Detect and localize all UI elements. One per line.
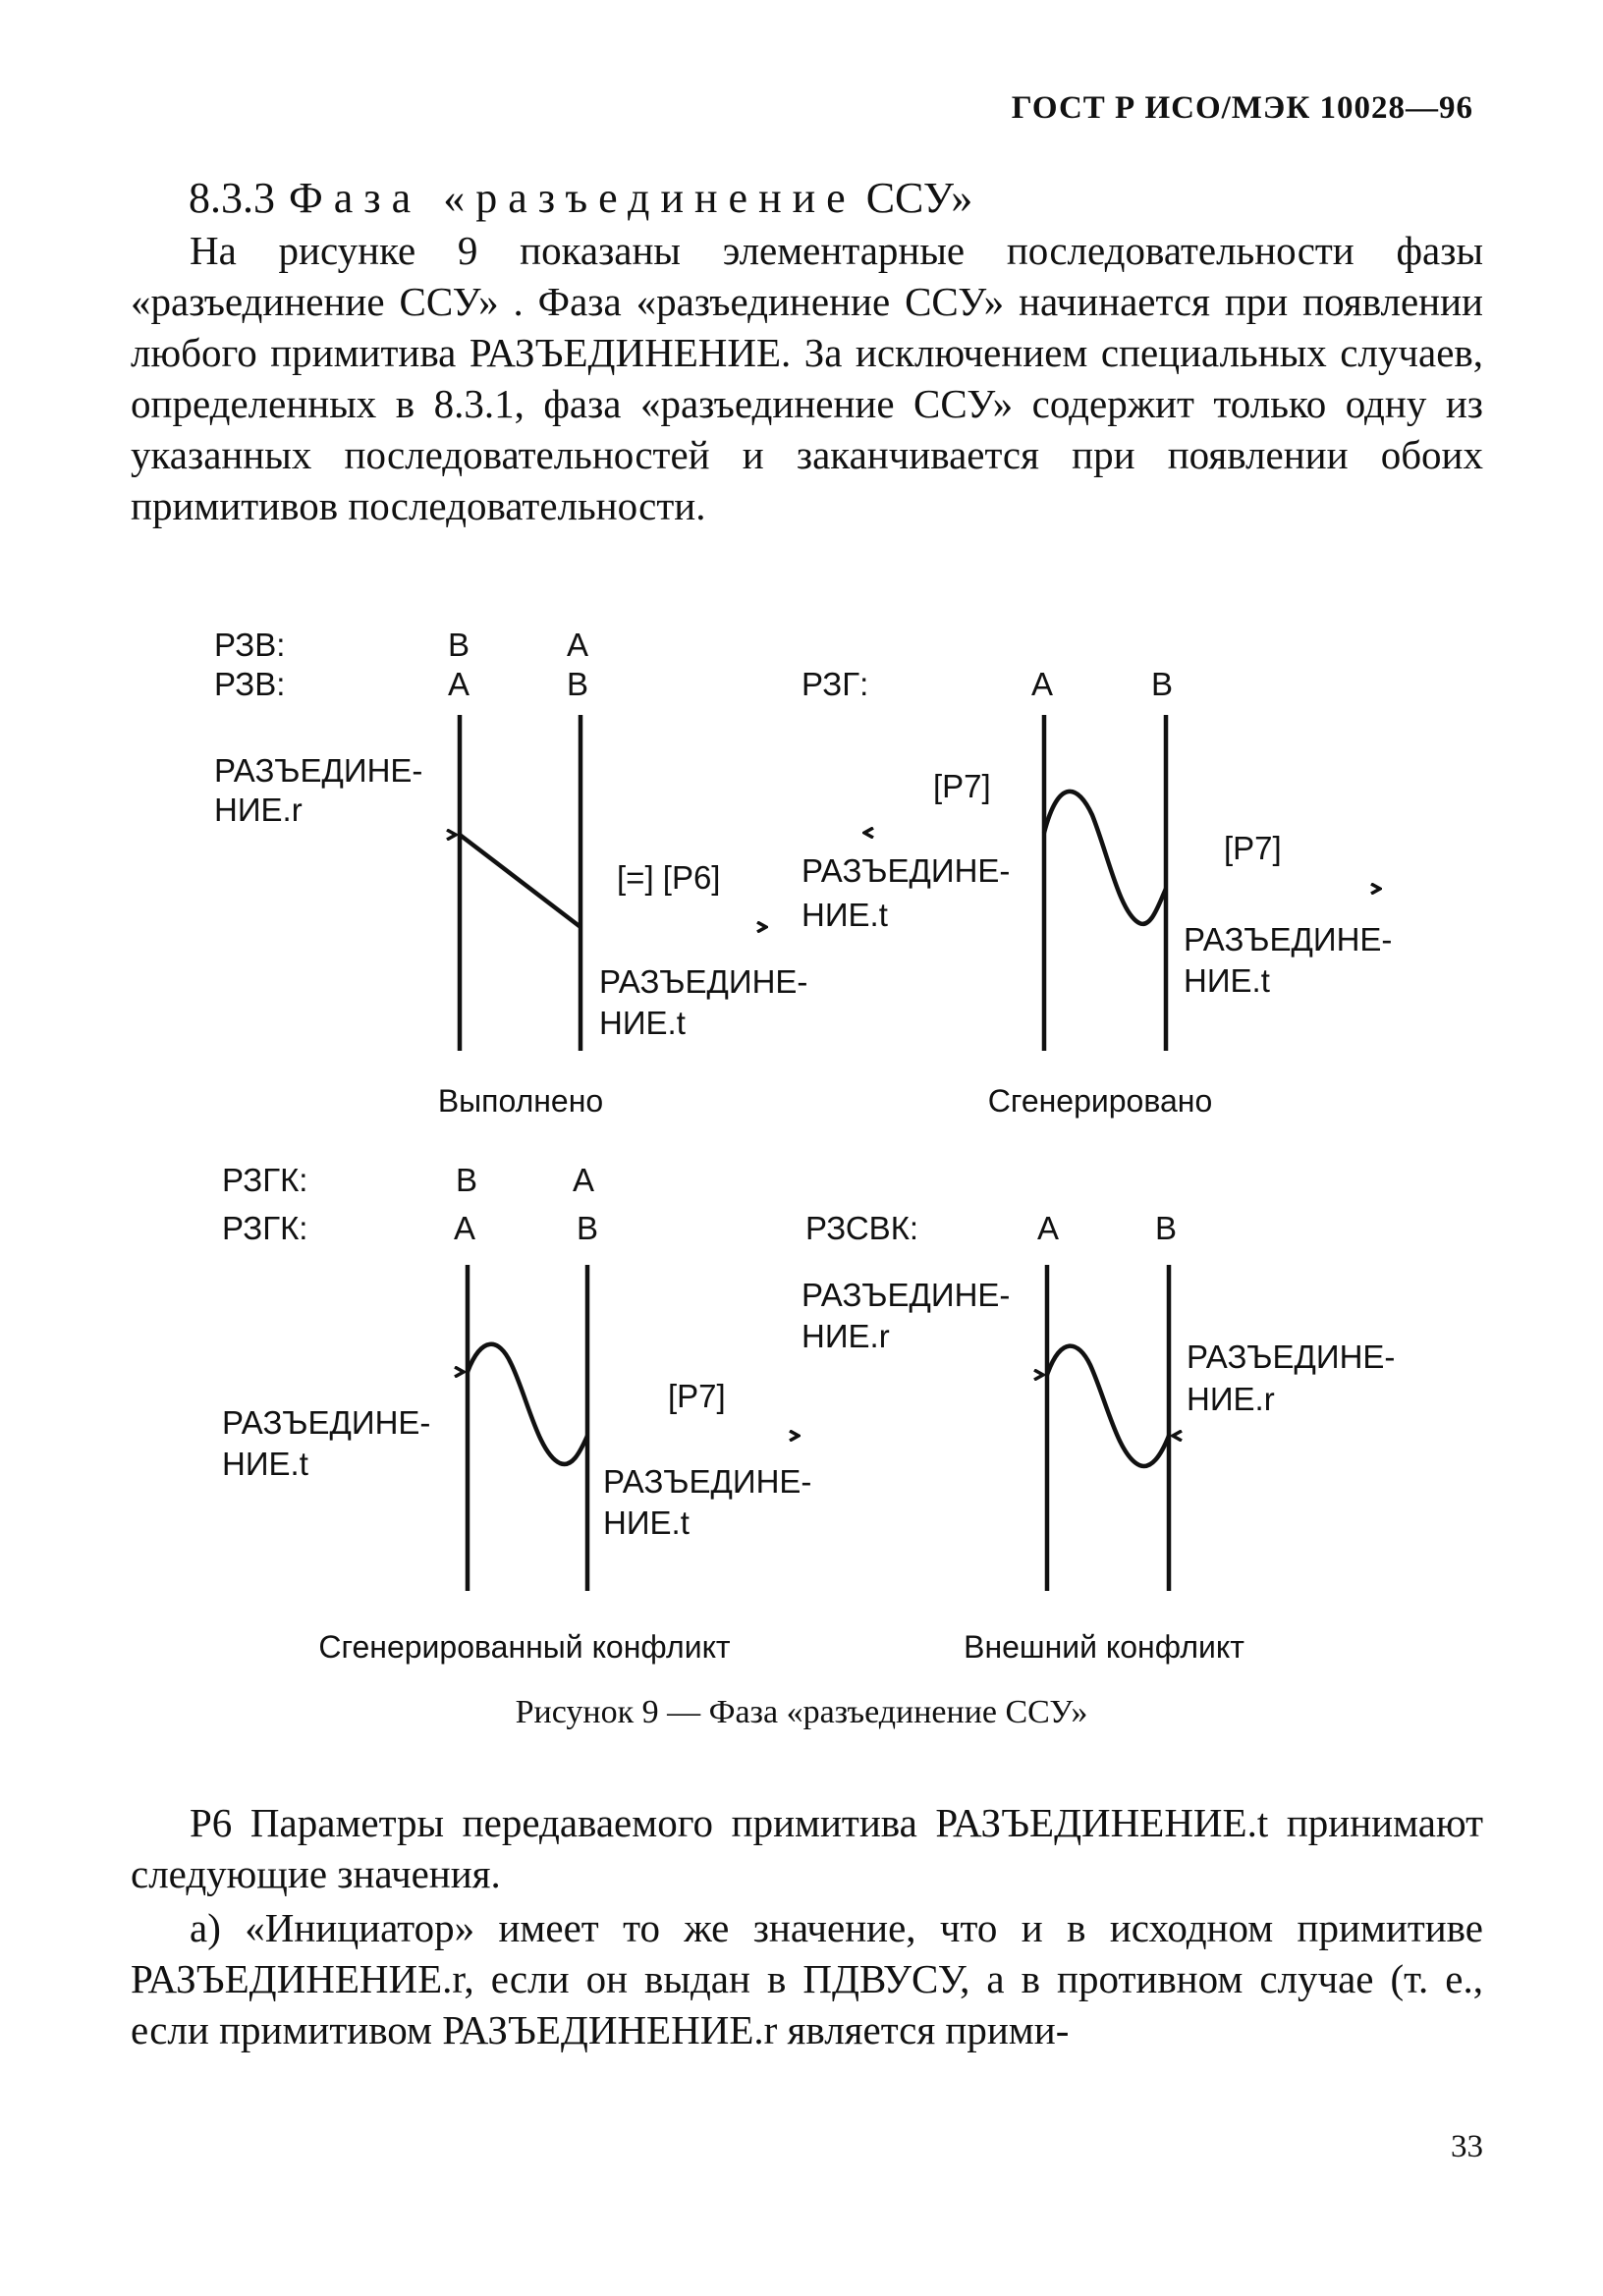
panel3-out-param: [P7]: [668, 1378, 726, 1414]
panel2-row2-right: B: [1151, 666, 1174, 702]
panel2-right-label-line2: НИЕ.t: [1184, 962, 1270, 999]
section-title-tail: ССУ»: [865, 174, 973, 222]
panel2-left-label-line2: НИЕ.t: [802, 897, 888, 933]
panel1-row2-label: РЗВ:: [214, 666, 286, 702]
paragraph-p6: P6 Параметры передаваемого примитива РАЗЪЕДИНЕНИЕ.t принимают следующие значения.: [131, 1800, 1483, 1896]
panel4-row2-label: РЗСВК:: [805, 1210, 919, 1246]
panel3-in-label-line1: РАЗЪЕДИНЕ-: [222, 1404, 431, 1441]
panel1-row1-label: РЗВ:: [214, 627, 286, 663]
panel3-row2-right: B: [577, 1210, 599, 1246]
panel3-row1-left: B: [456, 1162, 478, 1198]
figure-caption: Рисунок 9 — Фаза «разъединение ССУ»: [515, 1694, 1088, 1730]
panel-generated: [802, 666, 1392, 1119]
section-title-spaced: Фаза «разъединение: [289, 174, 857, 222]
panel4-in-left-label-line1: РАЗЪЕДИНЕ-: [802, 1277, 1011, 1313]
paragraph-intro: На рисунке 9 показаны элементарные последовательности фазы «разъединение ССУ» . Фаза «разъединение ССУ» начинается при появлении любого примитива РАЗЪЕДИНЕНИЕ. За исключением специальных случаев, определенных в 8.3.1, фаза «разъединение ССУ» содержит только одну из указанных последовательностей и заканчивается при появлении обоих примитивов последовательности.: [131, 228, 1483, 528]
panel4-in-left-label-line2: НИЕ.r: [802, 1318, 890, 1354]
panel2-wave: [1044, 792, 1166, 924]
page-number: 33: [1451, 2129, 1483, 2164]
panel1-diagonal: [460, 835, 580, 927]
panel1-row1-left: B: [448, 627, 470, 663]
panel3-wave: [468, 1344, 587, 1464]
panel3-out-label-line1: РАЗЪЕДИНЕ-: [603, 1463, 812, 1500]
panel-external-conflict: [802, 1210, 1395, 1665]
panel1-row1-right: A: [567, 627, 589, 663]
section-number: 8.3.3: [189, 174, 275, 222]
panel4-in-right-label-line2: НИЕ.r: [1187, 1381, 1275, 1417]
panel3-row2-label: РЗГК:: [222, 1210, 308, 1246]
panel1-row2-left: A: [448, 666, 470, 702]
panel3-in-label-line2: НИЕ.t: [222, 1446, 308, 1482]
panel-generated-conflict: [222, 1162, 811, 1665]
panel3-row1-label: РЗГК:: [222, 1162, 308, 1198]
panel1-out-label-line2: НИЕ.t: [599, 1005, 686, 1041]
panel1-out-param: [=] [P6]: [617, 859, 721, 896]
panel3-row2-left: A: [454, 1210, 476, 1246]
paragraph-item-a: а) «Инициатор» имеет то же значение, что и в исходном примитиве РАЗЪЕДИНЕНИЕ.r, если он выдан в ПДВУСУ, а в противном случае (т. е., если примитивом РАЗЪЕДИНЕНИЕ.r является прими-: [131, 1905, 1483, 2052]
panel2-row2-label: РЗГ:: [802, 666, 869, 702]
panel3-out-label-line2: НИЕ.t: [603, 1504, 690, 1541]
panel2-left-label-line1: РАЗЪЕДИНЕ-: [802, 852, 1011, 889]
panel2-left-param: [P7]: [933, 768, 991, 804]
panel4-row2-left: A: [1037, 1210, 1060, 1246]
panel-executed: [214, 627, 807, 1119]
panel2-right-label-line1: РАЗЪЕДИНЕ-: [1184, 921, 1393, 957]
panel1-in-label-line1: РАЗЪЕДИНЕ-: [214, 752, 423, 789]
panel2-row2-left: A: [1031, 666, 1054, 702]
panel2-right-param: [P7]: [1224, 830, 1282, 866]
panel3-caption: Сгенерированный конфликт: [318, 1629, 731, 1665]
panel1-row2-right: B: [567, 666, 589, 702]
panel2-caption: Сгенерировано: [987, 1083, 1213, 1119]
page-header: ГОСТ Р ИСО/МЭК 10028—96: [1011, 90, 1473, 126]
panel1-out-label-line1: РАЗЪЕДИНЕ-: [599, 963, 808, 1000]
panel1-in-label-line2: НИЕ.r: [214, 792, 303, 828]
panel4-wave: [1047, 1346, 1169, 1466]
panel4-in-right-label-line1: РАЗЪЕДИНЕ-: [1187, 1339, 1396, 1375]
panel4-row2-right: B: [1155, 1210, 1178, 1246]
panel1-caption: Выполнено: [437, 1083, 604, 1119]
panel4-caption: Внешний конфликт: [964, 1629, 1244, 1665]
panel3-row1-right: A: [573, 1162, 595, 1198]
